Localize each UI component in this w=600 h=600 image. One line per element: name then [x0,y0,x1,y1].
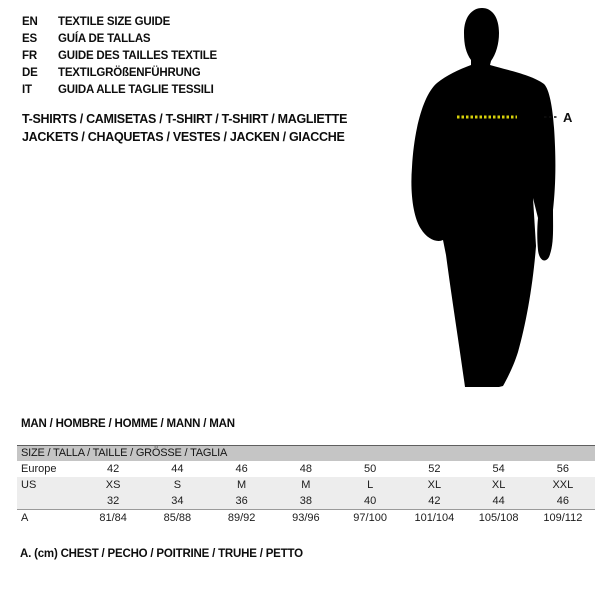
language-row-it [22,81,217,98]
language-code: IT [22,83,32,96]
language-label: GUIDA ALLE TAGLIE TESSILI [58,83,214,96]
row-label: US [21,479,37,491]
category-line-tshirts: T-SHIRTS / CAMISETAS / T-SHIRT / T-SHIRT / MAGLIETTE [22,112,348,126]
language-row-fr [22,47,217,64]
measure-label-a: A [563,110,573,125]
language-label: TEXTILE SIZE GUIDE [58,15,171,28]
table-row-chest-a [17,509,595,527]
size-table [17,445,595,527]
table-cell: 97/100 [353,512,387,524]
table-cell: M [301,479,311,491]
row-label: A [21,512,29,524]
man-silhouette-figure [395,0,600,400]
table-cell: 46 [235,463,248,475]
table-cell: 40 [364,495,377,507]
table-cell: 38 [299,495,312,507]
table-cell: 46 [556,495,569,507]
table-cell: 54 [492,463,505,475]
table-cell: 50 [364,463,377,475]
language-row-de [22,64,217,81]
size-table-header: SIZE / TALLA / TAILLE / GRÖSSE / TAGLIA [17,445,595,461]
row-label: Europe [21,463,57,475]
language-list [22,13,217,98]
measurement-legend: A. (cm) CHEST / PECHO / POITRINE / TRUHE / PETTO [20,548,303,560]
category-line-jackets: JACKETS / CHAQUETAS / VESTES / JACKEN / GIACCHE [22,130,345,144]
table-row-numeric [17,493,595,509]
table-cell: XL [427,479,442,491]
table-cell: XL [491,479,506,491]
table-cell: 42 [107,463,120,475]
table-cell: XXL [552,479,574,491]
section-title: MAN / HOMBRE / HOMME / MANN / MAN [21,418,235,430]
table-cell: 34 [171,495,184,507]
table-cell: 85/88 [163,512,192,524]
category-lines [22,110,347,146]
language-label: GUÍA DE TALLAS [58,32,151,45]
table-cell: 105/108 [478,512,519,524]
language-label: GUIDE DES TAILLES TEXTILE [58,49,217,62]
language-code: EN [22,15,38,28]
table-cell: S [173,479,182,491]
table-cell: 101/104 [414,512,455,524]
table-cell: 109/112 [543,512,583,524]
table-row-europe [17,461,595,477]
table-cell: 32 [107,495,120,507]
table-cell: 48 [299,463,312,475]
language-label: TEXTILGRÖßENFÜHRUNG [58,66,201,79]
language-code: DE [22,66,38,79]
table-cell: L [367,479,374,491]
table-cell: XS [105,479,121,491]
table-cell: M [237,479,247,491]
language-code: ES [22,32,37,45]
table-cell: 93/96 [292,512,320,524]
table-cell: 56 [556,463,569,475]
language-code: FR [22,49,37,62]
table-cell: 44 [171,463,184,475]
table-cell: 36 [235,495,248,507]
table-cell: 42 [428,495,441,507]
table-row-us [17,477,595,493]
table-cell: 44 [492,495,505,507]
man-silhouette-icon [411,8,555,387]
language-row-en [22,13,217,30]
table-cell: 89/92 [227,512,256,524]
language-row-es [22,30,217,47]
table-cell: 52 [428,463,441,475]
row-label [17,493,81,509]
table-cell: 81/84 [99,512,127,524]
